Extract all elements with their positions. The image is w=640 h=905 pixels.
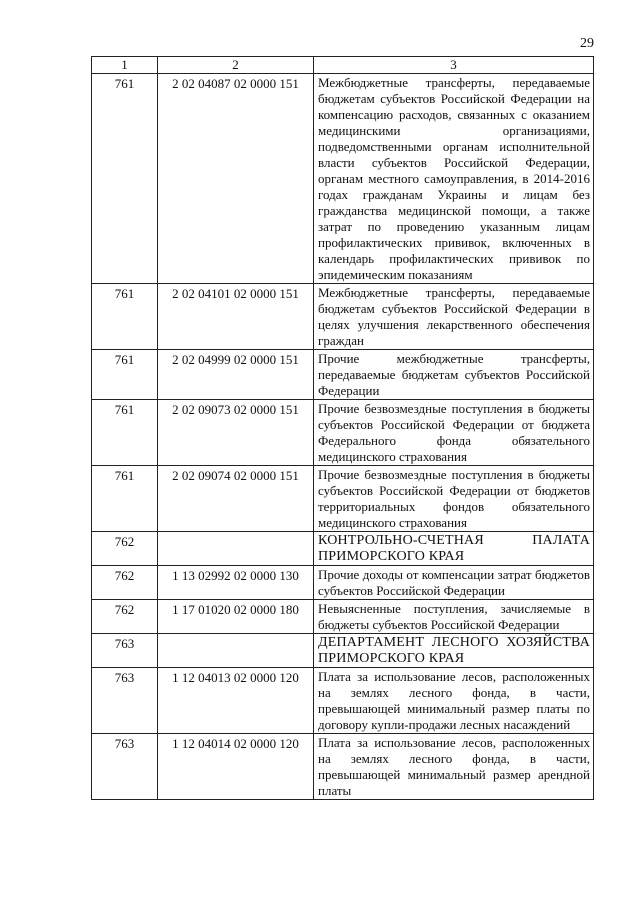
description-cell: Прочие безвозмездные поступления в бюджеты субъектов Российской Федерации от бюджетов территориальных фондов обязательного медицинского страхования	[314, 466, 594, 532]
description-cell: Прочие безвозмездные поступления в бюджеты субъектов Российской Федерации от бюджета Федерального фонда обязательного медицинского страхования	[314, 400, 594, 466]
description-cell: Межбюджетные трансферты, передаваемые бюджетам субъектов Российской Федерации на компенсацию расходов, связанных с оказанием медицинскими организациями, подведомственными органам исполнительной власти субъектов Российской Федерации, органам местного самоуправления, в 2014-2016 годах гражданам Украины и лицам без гражданства медицинской помощи, а также затрат по проведению указанным лицам профилактических прививок, включенных в календарь профилактических прививок по эпидемическим показаниям	[314, 74, 594, 284]
page-number: 29	[580, 36, 594, 51]
admin-code-cell: 761	[92, 466, 158, 532]
table-row	[92, 400, 594, 466]
description-cell: Прочие межбюджетные трансферты, передаваемые бюджетам субъектов Российской Федерации	[314, 350, 594, 400]
column-header-3: 3	[314, 57, 594, 74]
admin-code-cell: 762	[92, 532, 158, 566]
admin-code-cell: 763	[92, 734, 158, 800]
admin-code-cell: 761	[92, 284, 158, 350]
revenue-code-cell: 2 02 04101 02 0000 151	[158, 284, 314, 350]
revenue-code-cell: 2 02 09073 02 0000 151	[158, 400, 314, 466]
admin-code-cell: 763	[92, 634, 158, 668]
description-cell: КОНТРОЛЬНО-СЧЕТНАЯ ПАЛАТА ПРИМОРСКОГО КРАЯ	[314, 532, 594, 566]
description-cell: Межбюджетные трансферты, передаваемые бюджетам субъектов Российской Федерации в целях улучшения лекарственного обеспечения граждан	[314, 284, 594, 350]
revenue-code-cell: 2 02 04087 02 0000 151	[158, 74, 314, 284]
table-row	[92, 284, 594, 350]
admin-code-cell: 762	[92, 600, 158, 634]
description-cell: ДЕПАРТАМЕНТ ЛЕСНОГО ХОЗЯЙСТВА ПРИМОРСКОГО КРАЯ	[314, 634, 594, 668]
table-header-row	[92, 57, 594, 74]
revenue-code-cell: 2 02 04999 02 0000 151	[158, 350, 314, 400]
table-row	[92, 74, 594, 284]
table-row	[92, 634, 594, 668]
revenue-code-cell	[158, 532, 314, 566]
admin-code-cell: 761	[92, 74, 158, 284]
revenue-codes-table	[91, 56, 594, 800]
table-row	[92, 668, 594, 734]
description-cell: Плата за использование лесов, расположенных на землях лесного фонда, в части, превышающей минимальный размер арендной платы	[314, 734, 594, 800]
description-cell: Плата за использование лесов, расположенных на землях лесного фонда, в части, превышающей минимальный размер платы по договору купли-продажи лесных насаждений	[314, 668, 594, 734]
admin-code-cell: 761	[92, 400, 158, 466]
revenue-code-cell: 1 17 01020 02 0000 180	[158, 600, 314, 634]
table-row	[92, 566, 594, 600]
table-row	[92, 350, 594, 400]
revenue-code-cell	[158, 634, 314, 668]
table-row	[92, 600, 594, 634]
revenue-code-cell: 2 02 09074 02 0000 151	[158, 466, 314, 532]
table-row	[92, 532, 594, 566]
admin-code-cell: 761	[92, 350, 158, 400]
column-header-1: 1	[92, 57, 158, 74]
description-cell: Прочие доходы от компенсации затрат бюджетов субъектов Российской Федерации	[314, 566, 594, 600]
table-row	[92, 466, 594, 532]
revenue-code-cell: 1 13 02992 02 0000 130	[158, 566, 314, 600]
admin-code-cell: 762	[92, 566, 158, 600]
description-cell: Невыясненные поступления, зачисляемые в бюджеты субъектов Российской Федерации	[314, 600, 594, 634]
admin-code-cell: 763	[92, 668, 158, 734]
column-header-2: 2	[158, 57, 314, 74]
revenue-code-cell: 1 12 04014 02 0000 120	[158, 734, 314, 800]
revenue-code-cell: 1 12 04013 02 0000 120	[158, 668, 314, 734]
table-row	[92, 734, 594, 800]
